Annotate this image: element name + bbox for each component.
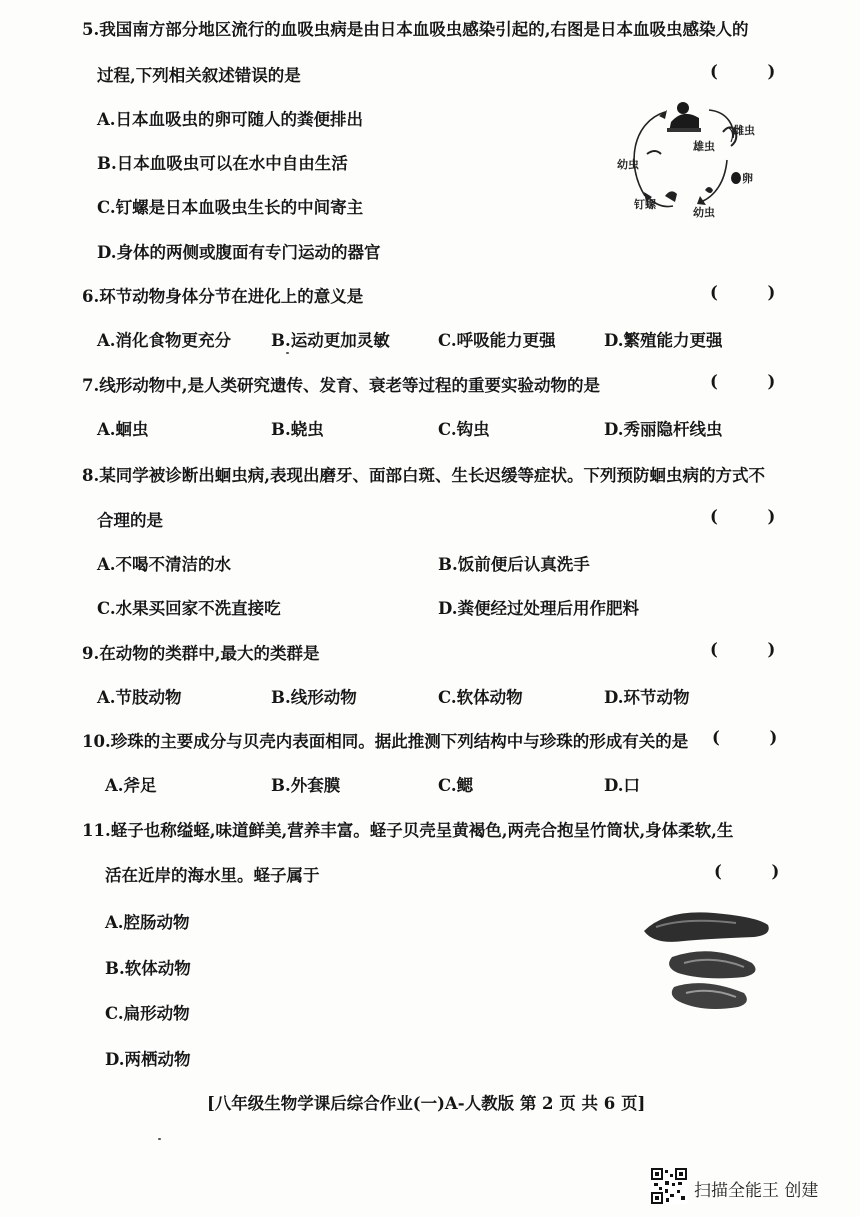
q10-answer-paren: ( ) (712, 728, 800, 747)
q10-option-c: C.鳃 (438, 776, 474, 795)
q6-option-c: C.呼吸能力更强 (438, 331, 556, 350)
q5-answer-paren: ( ) (710, 62, 798, 81)
miracidium-icon (705, 187, 713, 193)
schistosome-life-cycle-diagram (605, 98, 775, 228)
q7-stem: 7.线形动物中,是人类研究遗传、发育、衰老等过程的重要实验动物的是 (82, 376, 600, 395)
q10-option-b: B.外套膜 (271, 776, 341, 795)
q6-answer-paren: ( ) (710, 283, 798, 302)
q5-stem-line2: 过程,下列相关叙述错误的是 (97, 66, 301, 85)
q8-stem-line2: 合理的是 (97, 511, 163, 530)
cercaria-icon (647, 151, 661, 154)
q5-option-a: A.日本血吸虫的卵可随人的粪便排出 (97, 110, 364, 129)
scanner-watermark: 扫描全能王 创建 (694, 1181, 819, 1201)
q11-answer-paren: ( ) (714, 862, 802, 881)
q10-stem: 10.珍珠的主要成分与贝壳内表面相同。据此推测下列结构中与珍珠的形成有关的是 (82, 732, 689, 751)
q11-option-a: A.腔肠动物 (105, 913, 190, 932)
q6-option-b: B.运动更加灵敏 (271, 331, 390, 350)
q7-option-b: B.蛲虫 (271, 420, 324, 439)
q5-option-c: C.钉螺是日本血吸虫生长的中间寄主 (97, 198, 364, 217)
snail-icon (665, 191, 677, 202)
cycle-arrow-right (701, 160, 727, 202)
label-female: 雌虫 (733, 124, 755, 137)
page-footer: [八年级生物学课后综合作业(一)A-人教版 第 2 页 共 6 页] (207, 1094, 646, 1113)
q6-option-d: D.繁殖能力更强 (604, 331, 723, 350)
human-icon (667, 102, 701, 132)
q9-option-d: D.环节动物 (604, 688, 690, 707)
q9-option-c: C.软体动物 (438, 688, 523, 707)
label-larva-bottom: 幼虫 (693, 206, 715, 219)
egg-icon (731, 172, 741, 184)
q8-option-c: C.水果买回家不洗直接吃 (97, 599, 281, 618)
q10-option-d: D.口 (604, 776, 640, 795)
q11-option-b: B.软体动物 (105, 959, 191, 978)
q8-option-d: D.粪便经过处理后用作肥料 (438, 599, 639, 618)
q8-option-b: B.饭前便后认真洗手 (438, 555, 590, 574)
q5-option-b: B.日本血吸虫可以在水中自由生活 (97, 154, 348, 173)
q7-option-a: A.蛔虫 (97, 420, 149, 439)
q7-answer-paren: ( ) (710, 372, 798, 391)
q5-option-d: D.身体的两侧或腹面有专门运动的器官 (97, 243, 381, 262)
q7-option-c: C.钩虫 (438, 420, 490, 439)
label-egg: 卵 (742, 172, 753, 185)
q6-stem: 6.环节动物身体分节在进化上的意义是 (82, 287, 364, 306)
q9-option-b: B.线形动物 (271, 688, 357, 707)
scan-speck (158, 1138, 161, 1140)
q8-option-a: A.不喝不清洁的水 (97, 555, 232, 574)
q11-stem-line1: 11.蛏子也称缢蛏,味道鲜美,营养丰富。蛏子贝壳呈黄褐色,两壳合抱呈竹筒状,身体柔软,生 (82, 821, 734, 840)
q9-stem: 9.在动物的类群中,最大的类群是 (82, 644, 320, 663)
q5-stem-line1: 5.我国南方部分地区流行的血吸虫病是由日本血吸虫感染引起的,右图是日本血吸虫感染人的 (82, 20, 749, 39)
qr-code-icon (651, 1168, 687, 1204)
q11-stem-line2: 活在近岸的海水里。蛏子属于 (105, 866, 320, 885)
scan-speck (286, 352, 289, 354)
razor-clam-image (636, 905, 772, 1015)
q9-answer-paren: ( ) (710, 640, 798, 659)
label-snail: 钉螺 (634, 198, 656, 211)
q8-answer-paren: ( ) (710, 507, 798, 526)
q10-option-a: A.斧足 (105, 776, 157, 795)
q7-option-d: D.秀丽隐杆线虫 (604, 420, 723, 439)
q9-option-a: A.节肢动物 (97, 688, 182, 707)
cycle-arrow-top (709, 110, 733, 138)
q8-stem-line1: 8.某同学被诊断出蛔虫病,表现出磨牙、面部白斑、生长迟缓等症状。下列预防蛔虫病的方式不 (82, 466, 765, 485)
q6-option-a: A.消化食物更充分 (97, 331, 232, 350)
q11-option-d: D.两栖动物 (105, 1050, 191, 1069)
q11-option-c: C.扁形动物 (105, 1004, 190, 1023)
label-male: 雄虫 (693, 140, 715, 153)
label-larva-left: 幼虫 (617, 158, 639, 171)
